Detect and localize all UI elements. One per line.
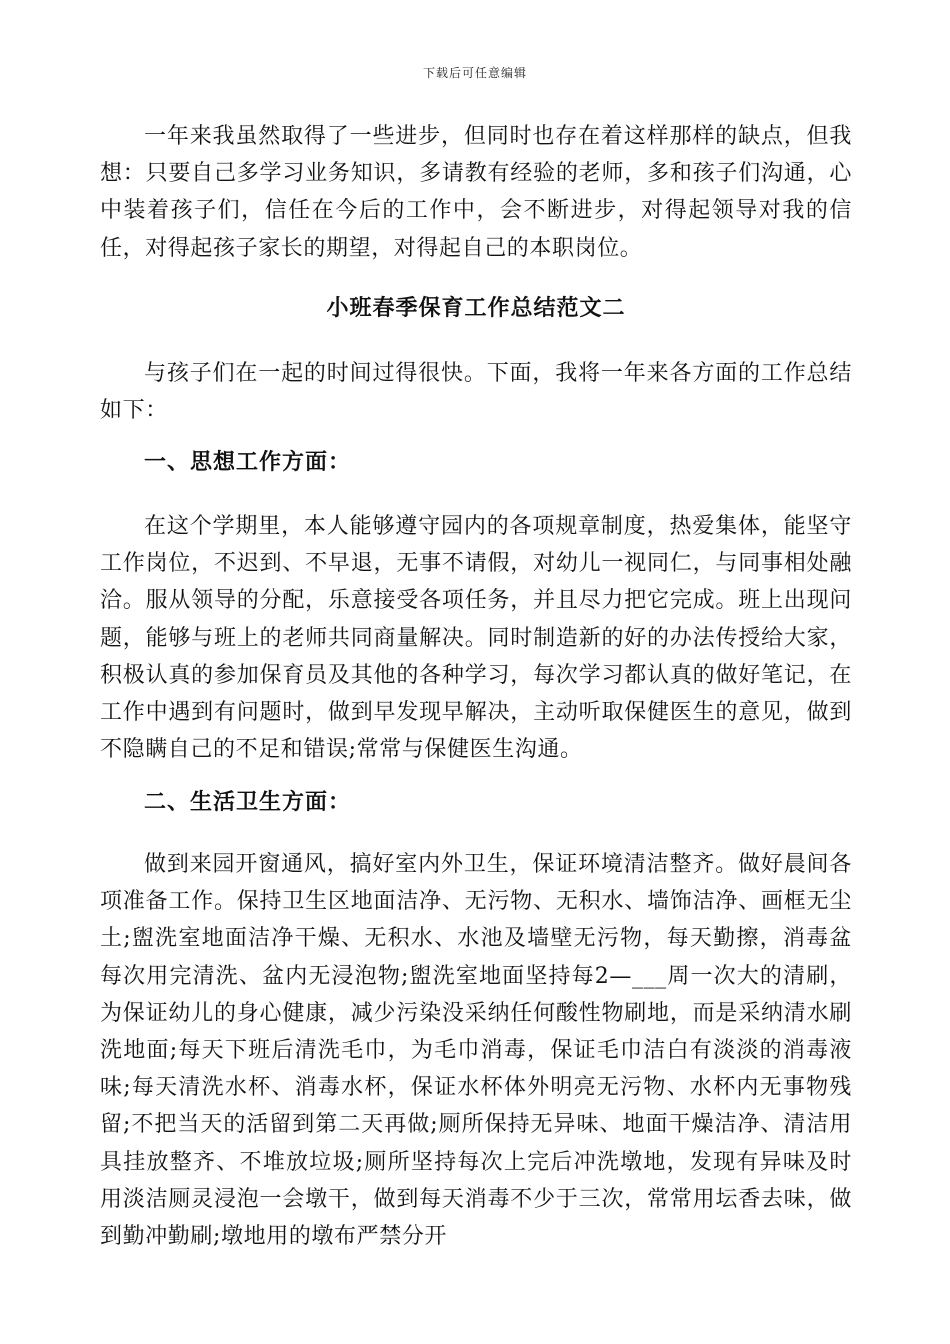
intro-paragraph: 一年来我虽然取得了一些进步，但同时也存在着这样那样的缺点，但我想：只要自己多学习业务知识，多请教有经验的老师，多和孩子们沟通，心中装着孩子们，信任在今后的工作中，会不断进步，对得起领导对我的信任，对得起孩子家长的期望，对得起自己的本职岗位。 — [100, 124, 852, 261]
opening-paragraph: 与孩子们在一起的时间过得很快。下面，我将一年来各方面的工作总结如下： — [100, 361, 852, 424]
section-one-paragraph: 在这个学期里，本人能够遵守园内的各项规章制度，热爱集体，能坚守工作岗位，不迟到、不早退，无事不请假，对幼儿一视同仁，与同事相处融洽。服从领导的分配，乐意接受各项任务，并且尽力把它完成。班上出现问题，能够与班上的老师共同商量解决。同时制造新的好的办法传授给大家，积极认真的参加保育员及其他的各种学习，每次学习都认真的做好笔记，在工作中遇到有问题时，做到早发现早解决，主动听取保健医生的意见，做到不隐瞒自己的不足和错误;常常与保健医生沟通。 — [100, 514, 852, 763]
section-two-heading: 二、生活卫生方面： — [144, 789, 352, 815]
section-one-heading: 一、思想工作方面： — [144, 449, 352, 475]
document-title: 小班春季保育工作总结范文二 — [326, 295, 626, 321]
page-header-note: 下载后可任意编辑 — [422, 66, 527, 80]
section-two-paragraph: 做到来园开窗通风，搞好室内外卫生，保证环境清洁整齐。做好晨间各项准备工作。保持卫生区地面洁净、无污物、无积水、墙饰洁净、画框无尘土;盥洗室地面洁净干燥、无积水、水池及墙壁无污物，每天勤擦，消毒盆每次用完清洗、盆内无浸泡物;盥洗室地面坚持每2—___周一次大的清刷，为保证幼儿的身心健康，减少污染没采纳任何酸性物刷地，而是采纳清水刷洗地面;每天下班后清洗毛巾，为毛巾消毒，保证毛巾洁白有淡淡的消毒液味;每天清洗水杯、消毒水杯，保证水杯体外明亮无污物、水杯内无事物残留;不把当天的活留到第二天再做;厕所保持无异味、地面干燥洁净、清洁用具挂放整齐、不堆放垃圾;厕所坚持每次上完后冲洗墩地，发现有异味及时用淡洁厕灵浸泡一会墩干，做到每天消毒不少于三次，常常用坛香去味，做到勤冲勤刷;墩地用的墩布严禁分开 — [100, 852, 852, 1250]
